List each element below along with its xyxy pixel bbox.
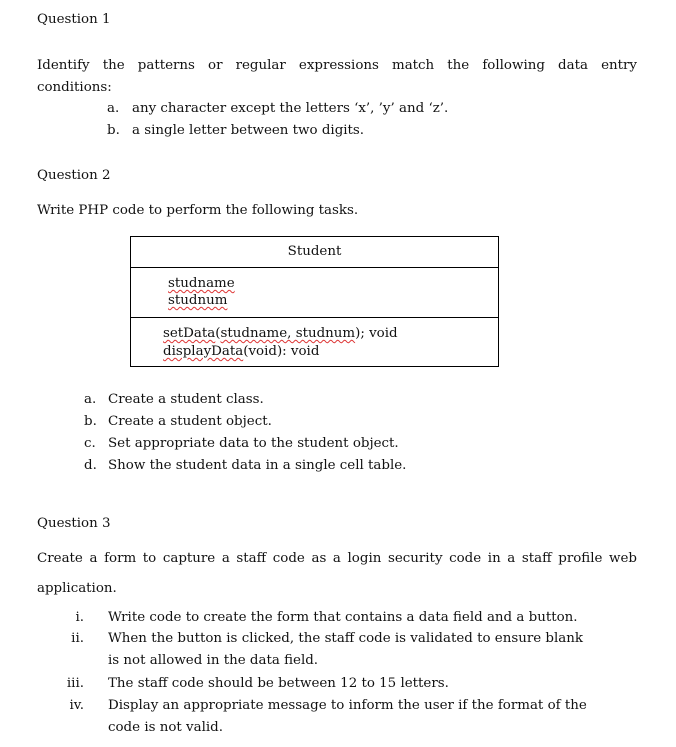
list-marker: ii.	[71, 631, 84, 646]
question-3-heading: Question 3	[37, 516, 111, 531]
list-item: Display an appropriate message to inform the user if the format of the	[108, 698, 587, 713]
method-args: studname, studnum	[220, 326, 356, 341]
list-item: Write code to create the form that contains a data field and a button.	[108, 610, 578, 625]
method-return: ): void	[276, 344, 320, 359]
uml-methods	[131, 318, 498, 366]
method-args: void	[248, 344, 277, 359]
list-marker: c.	[84, 436, 96, 451]
list-item-cont: is not allowed in the data field.	[108, 653, 319, 668]
question-3-intro-cont: application.	[37, 581, 117, 596]
list-item: Create a student object.	[108, 414, 272, 429]
list-item: Show the student data in a single cell table.	[108, 458, 407, 473]
list-marker: i.	[75, 610, 84, 625]
list-item: Create a student class.	[108, 392, 264, 407]
method-return: ); void	[355, 326, 398, 341]
question-2-heading: Question 2	[37, 168, 111, 183]
uml-class-diagram	[130, 236, 499, 367]
list-marker: b.	[107, 123, 120, 138]
list-marker: iii.	[66, 676, 84, 691]
list-item: Set appropriate data to the student object.	[108, 436, 399, 451]
uml-attributes	[131, 268, 498, 318]
list-item: any character except the letters ‘x’, ’y’ and ‘z’.	[132, 101, 449, 116]
list-item: The staff code should be between 12 to 15 letters.	[108, 676, 449, 691]
list-marker: a.	[84, 392, 97, 407]
method-name: displayData	[163, 344, 244, 359]
uml-attribute: studnum	[168, 293, 228, 308]
list-marker: d.	[84, 458, 97, 473]
list-item: When the button is clicked, the staff code is validated to ensure blank	[108, 631, 584, 646]
list-marker: b.	[84, 414, 97, 429]
list-item: a single letter between two digits.	[132, 123, 365, 138]
uml-attribute: studname	[168, 276, 235, 291]
uml-method: setData(studname, studnum); void	[163, 326, 398, 341]
question-3-intro: Create a form to capture a staff code as a login security code in a staff profile web	[37, 551, 637, 566]
uml-class-name: Student	[131, 237, 498, 268]
method-name: setData	[163, 326, 216, 341]
uml-method: displayData(void): void	[163, 344, 320, 359]
question-1-heading: Question 1	[37, 12, 111, 27]
question-1-intro: Identify the patterns or regular expressions match the following data entry	[37, 58, 637, 73]
question-1-intro-cont: conditions:	[37, 80, 112, 95]
question-2-intro: Write PHP code to perform the following tasks.	[37, 203, 359, 218]
list-marker: iv.	[69, 698, 84, 713]
list-marker: a.	[107, 101, 120, 116]
list-item-cont: code is not valid.	[108, 720, 223, 735]
